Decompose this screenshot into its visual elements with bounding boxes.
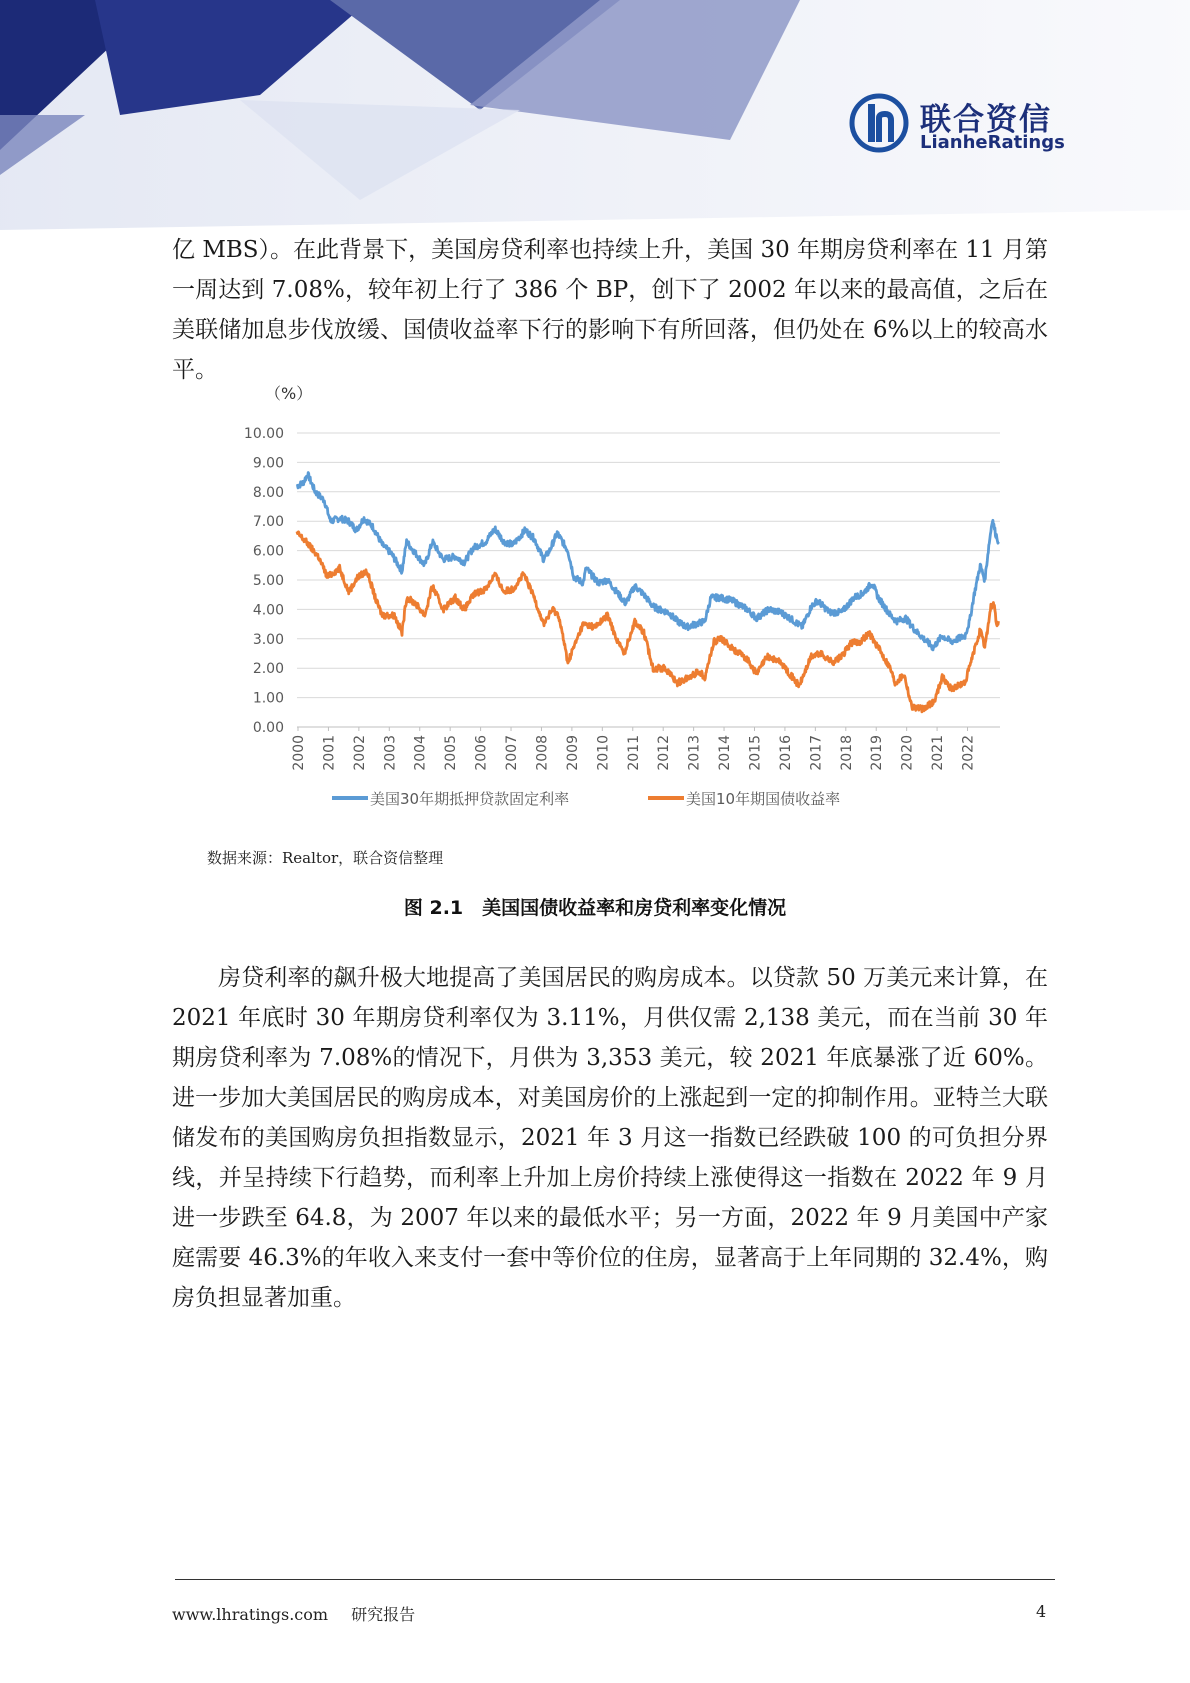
- y-tick-label: 1.00: [252, 690, 284, 707]
- x-tick-label: 2018: [838, 735, 855, 771]
- y-axis-unit-label: （%）: [265, 384, 313, 403]
- x-tick-label: 2002: [351, 735, 368, 771]
- x-tick-label: 2011: [625, 735, 642, 771]
- x-tick-label: 2017: [808, 735, 825, 771]
- legend-label: 美国30年期抵押贷款固定利率: [370, 790, 570, 808]
- x-tick-label: 2012: [656, 735, 673, 771]
- chart-legend: [332, 790, 840, 808]
- x-tick-label: 2001: [321, 735, 338, 771]
- y-tick-label: 8.00: [252, 484, 284, 501]
- footer-left: [172, 1602, 433, 1625]
- x-tick-label: 2006: [473, 735, 490, 771]
- y-tick-label: 0.00: [252, 720, 284, 736]
- x-tick-label: 2020: [899, 735, 916, 771]
- x-tick-label: 2022: [960, 735, 977, 771]
- y-tick-label: 9.00: [252, 455, 284, 472]
- footer-report-type: 研究报告: [351, 1605, 416, 1624]
- y-tick-label: 7.00: [252, 514, 284, 531]
- x-tick-label: 2019: [869, 735, 886, 771]
- x-tick-label: 2003: [382, 735, 399, 771]
- y-tick-label: 10.00: [243, 426, 284, 442]
- y-tick-label: 4.00: [252, 602, 284, 619]
- y-tick-label: 3.00: [252, 631, 284, 648]
- x-tick-label: 2000: [291, 735, 307, 771]
- x-axis-ticks: [291, 735, 977, 771]
- x-tick-label: 2021: [930, 735, 947, 771]
- logo-text-en: LianheRatings: [920, 132, 1065, 153]
- rate-line-chart: [220, 384, 1020, 825]
- body-paragraph-2: 房贷利率的飙升极大地提高了美国居民的购房成本。以贷款 50 万美元来计算，在 2021 年底时 30 年期房贷利率仅为 3.11%，月供仅需 2,138 美元，而在当前 30 年期房贷利率为 7.08%的情况下，月供为 3,353 美元，较 2021 年底暴涨了近 60%。进一步加大美国居民的购房成本，对美国房价的上涨起到一定的抑制作用。亚特兰大联储发布的美国购房负担指数显示，2021 年 3 月这一指数已经跌破 100 的可负担分界线，并呈持续下行趋势，而利率上升加上房价持续上涨使得这一指数在 2022 年 9 月进一步跌至 64.8，为 2007 年以来的最低水平；另一方面，2022 年 9 月美国中产家庭需要 46.3%的年收入来支付一套中等价位的住房，显著高于上年同期的 32.4%，购房负担显著加重。: [172, 965, 1048, 1311]
- body-paragraph-1: 亿 MBS）。在此背景下，美国房贷利率也持续上升，美国 30 年期房贷利率在 11 月第一周达到 7.08%，较年初上行了 386 个 BP，创下了 2002 年以来的最高值，之后在美联储加息步伐放缓、国债收益率下行的影响下有所回落，但仍处在 6%以上的较高水平。: [172, 237, 1049, 383]
- y-tick-label: 6.00: [252, 543, 284, 560]
- figure-caption: 图 2.1 美国国债收益率和房贷利率变化情况: [403, 897, 787, 919]
- y-tick-label: 2.00: [252, 661, 284, 678]
- legend-label: 美国10年期国债收益率: [686, 790, 841, 808]
- logo-mark-icon: [850, 92, 910, 154]
- logo-text-cn: 联合资信: [920, 102, 1052, 138]
- y-tick-label: 5.00: [252, 573, 284, 589]
- x-tick-label: 2013: [686, 735, 703, 771]
- chart-series: [297, 473, 999, 712]
- x-tick-label: 2008: [534, 735, 551, 771]
- x-tick-label: 2005: [443, 735, 460, 771]
- x-tick-label: 2014: [717, 735, 734, 771]
- page-number: 4: [1036, 1602, 1047, 1621]
- y-axis-ticks: [244, 426, 284, 736]
- logo: [850, 92, 1065, 162]
- x-tick-label: 2009: [564, 735, 581, 771]
- figure-source: 数据来源：Realtor，联合资信整理: [207, 849, 444, 867]
- x-tick-label: 2007: [504, 735, 521, 771]
- x-tick-label: 2015: [747, 735, 764, 771]
- x-tick-label: 2004: [412, 735, 429, 771]
- x-tick-label: 2016: [777, 735, 794, 771]
- x-tick-label: 2010: [595, 735, 612, 771]
- footer-website: www.lhratings.com: [172, 1605, 329, 1624]
- footer-rule: [175, 1579, 1055, 1580]
